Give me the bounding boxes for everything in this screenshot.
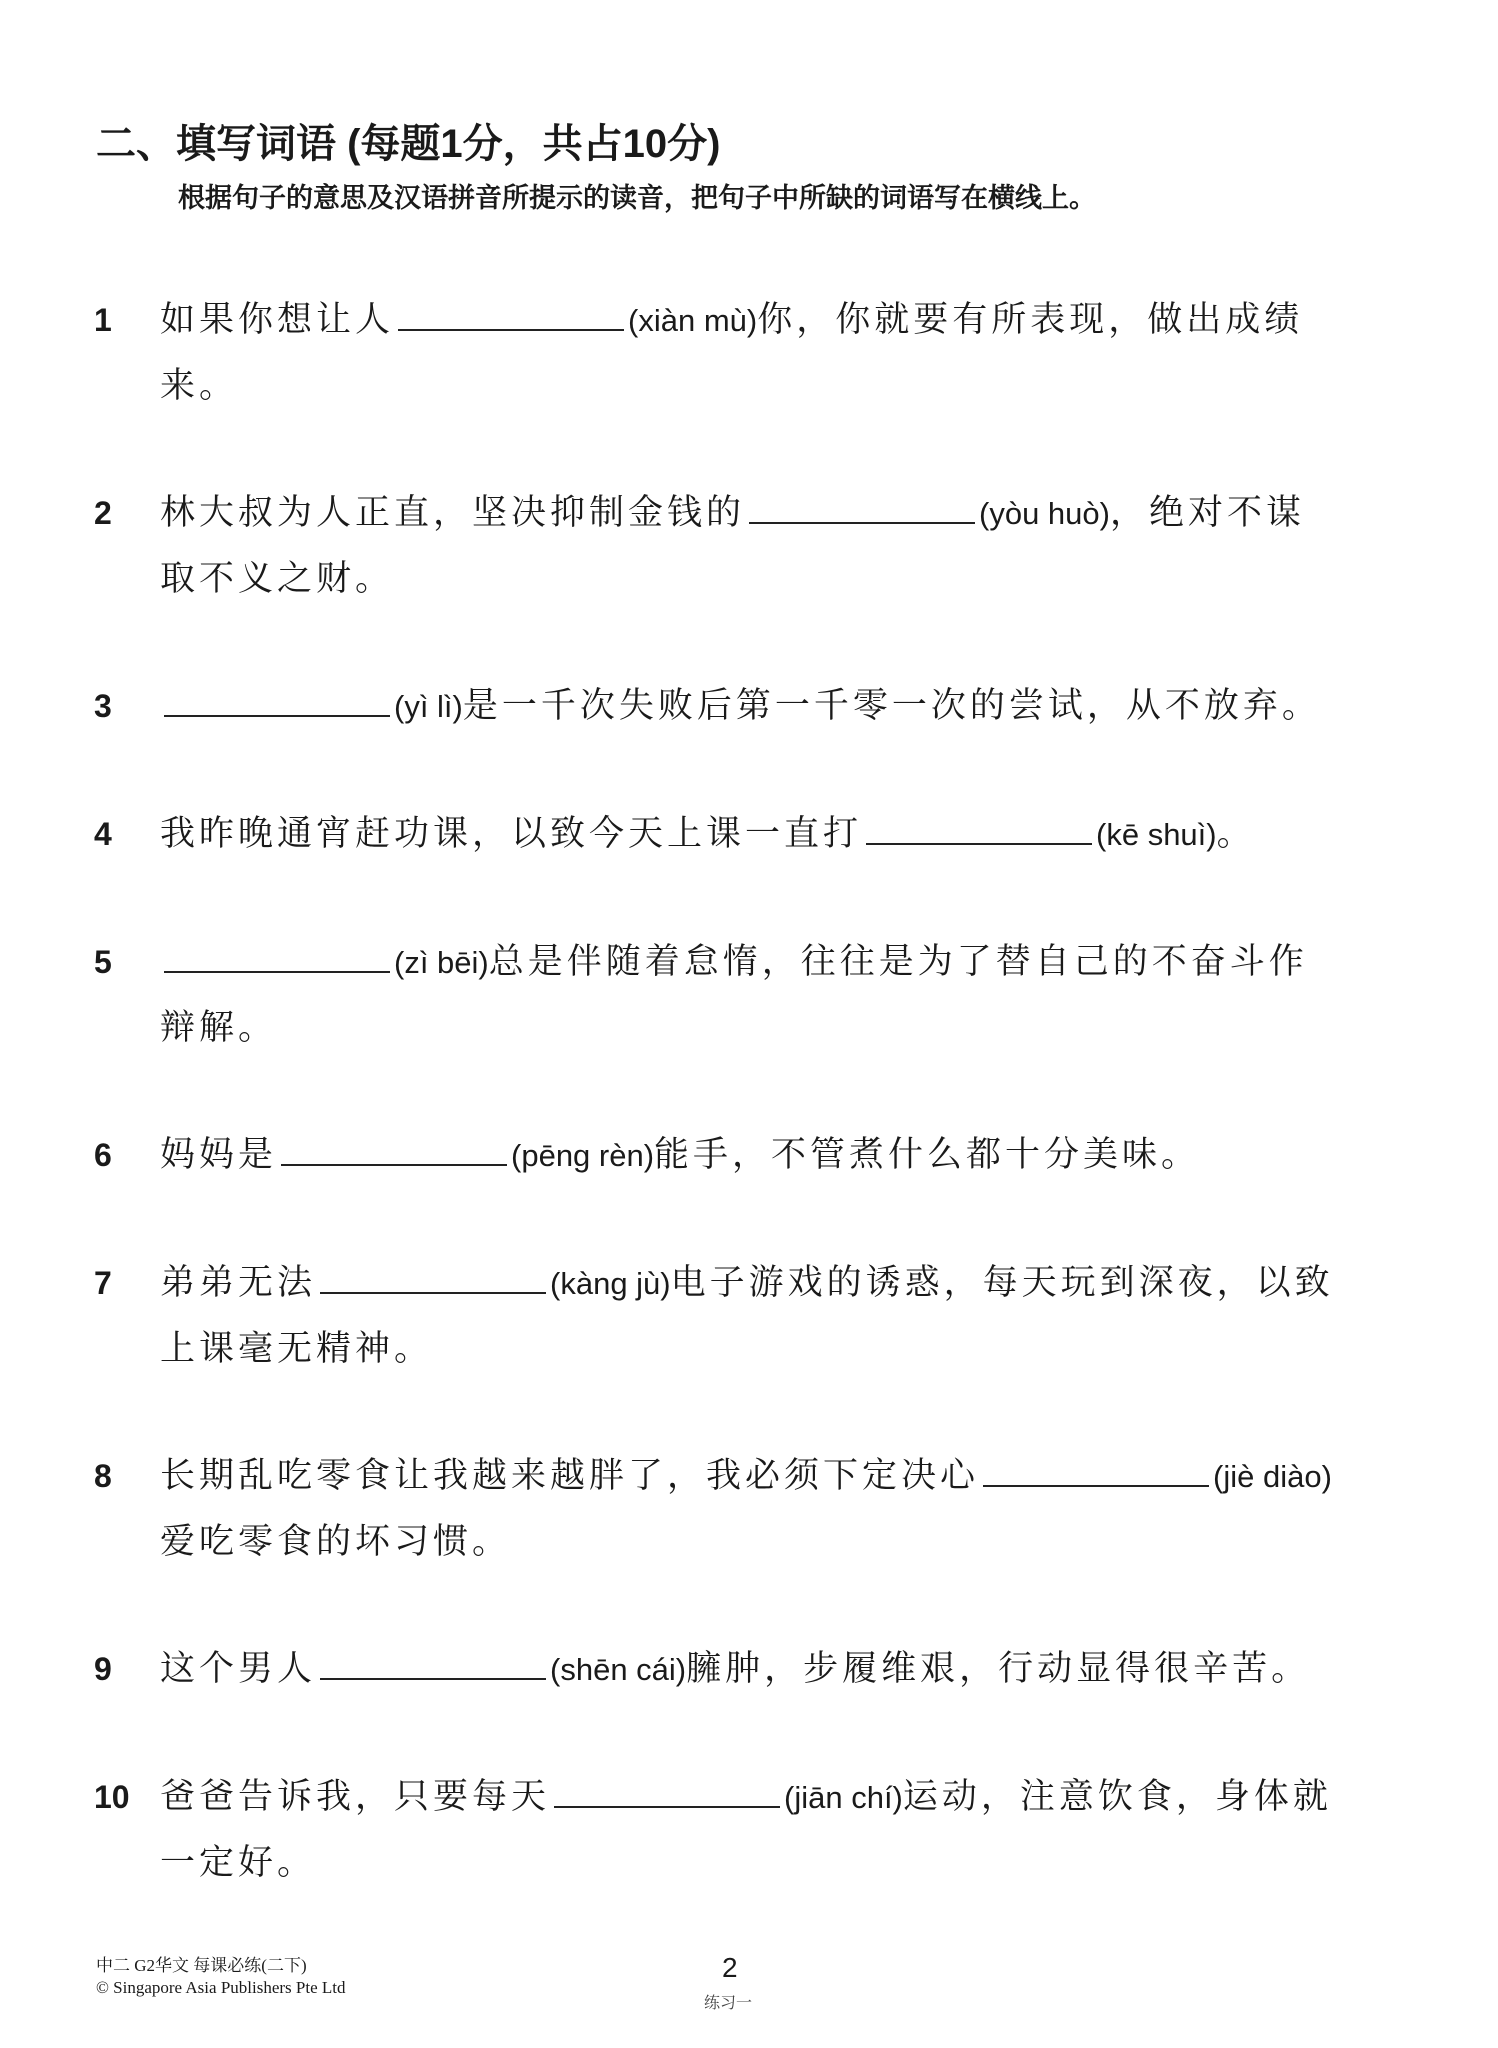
question-number: 1 [94, 302, 112, 338]
question-continuation: 一定好。 [160, 1843, 317, 1883]
question-number: 5 [94, 944, 112, 980]
question-continuation: 来。 [160, 366, 239, 406]
pinyin-hint: (kàng jù) [550, 1266, 671, 1301]
text-before: 弟弟无法 [160, 1263, 317, 1303]
question-line [160, 1647, 1310, 1692]
pinyin-hint: (jiān chí) [784, 1780, 903, 1815]
question-number: 8 [94, 1458, 112, 1494]
copyright: © Singapore Asia Publishers Pte Ltd [96, 1978, 346, 1997]
text-after: 电子游戏的诱惑，每天玩到深夜，以致 [670, 1263, 1334, 1303]
question-continuation: 取不义之财。 [160, 559, 395, 599]
question-line [160, 298, 1303, 343]
text-before: 爸爸告诉我，只要每天 [160, 1777, 551, 1817]
exercise-label: 练习一 [704, 1993, 753, 2012]
pinyin-hint: (yì lì) [394, 689, 463, 724]
section-title: 二、填写词语 (每题1分，共占10分) [96, 122, 721, 166]
answer-blank[interactable] [320, 1262, 546, 1294]
pinyin-hint: (xiàn mù) [628, 303, 758, 338]
text-after: 你，你就要有所表现，做出成绩 [757, 300, 1304, 340]
text-before: 如果你想让人 [160, 300, 395, 340]
question-line [160, 812, 1256, 857]
text-before: 林大叔为人正直，坚决抑制金钱的 [160, 493, 746, 533]
text-after: 总是伴随着怠惰，往往是为了替自己的不奋斗作 [488, 942, 1308, 982]
pinyin-hint: (shēn cái) [550, 1652, 687, 1687]
question-number: 4 [94, 816, 112, 852]
question-number: 2 [94, 495, 112, 531]
text-after: 是一千次失败后第一千零一次的尝试，从不放弃。 [462, 686, 1321, 726]
page-number: 2 [722, 1952, 738, 1983]
text-after: 。 [1216, 814, 1256, 854]
answer-blank[interactable] [866, 813, 1092, 845]
text-before: 长期乱吃零食让我越来越胖了，我必须下定决心 [160, 1456, 980, 1496]
answer-blank[interactable] [398, 299, 624, 331]
pinyin-hint: (kē shuì) [1096, 817, 1217, 852]
question-line [160, 491, 1305, 536]
question-line [160, 940, 1308, 985]
text-before: 我昨晚通宵赶功课，以致今天上课一直打 [160, 814, 863, 854]
answer-blank[interactable] [164, 685, 390, 717]
answer-blank[interactable] [983, 1455, 1209, 1487]
footer-info [96, 1955, 346, 1999]
pinyin-hint: (zì bēi) [394, 945, 489, 980]
answer-blank[interactable] [320, 1648, 546, 1680]
text-after: ，绝对不谋 [1109, 493, 1305, 533]
question-number: 7 [94, 1265, 112, 1301]
text-before: 这个男人 [160, 1649, 317, 1689]
question-number: 10 [94, 1779, 130, 1815]
question-continuation: 上课毫无精神。 [160, 1329, 434, 1369]
text-before: 妈妈是 [160, 1135, 278, 1175]
question-continuation: 辩解。 [160, 1008, 278, 1048]
answer-blank[interactable] [164, 941, 390, 973]
question-number: 3 [94, 688, 112, 724]
question-line [160, 1454, 1332, 1499]
question-number: 6 [94, 1137, 112, 1173]
pinyin-hint: (jiè diào) [1213, 1459, 1332, 1494]
question-line [160, 1133, 1200, 1178]
section-instruction: 根据句子的意思及汉语拼音所提示的读音，把句子中所缺的词语写在横线上。 [178, 183, 1096, 214]
pinyin-hint: (pēng rèn) [511, 1138, 655, 1173]
answer-blank[interactable] [281, 1134, 507, 1166]
answer-blank[interactable] [554, 1776, 780, 1808]
question-continuation: 爱吃零食的坏习惯。 [160, 1522, 512, 1562]
text-after: 臃肿，步履维艰，行动显得很辛苦。 [686, 1649, 1311, 1689]
text-after: 能手，不管煮什么都十分美味。 [654, 1135, 1201, 1175]
question-line [160, 1775, 1332, 1820]
question-line [160, 1261, 1334, 1306]
pinyin-hint: (yòu huò) [979, 496, 1110, 531]
answer-blank[interactable] [749, 492, 975, 524]
question-line [160, 684, 1321, 729]
book-title: 中二 G2华文 每课必练(二下) [96, 1956, 307, 1975]
text-after: 运动，注意饮食，身体就 [902, 1777, 1332, 1817]
question-number: 9 [94, 1651, 112, 1687]
